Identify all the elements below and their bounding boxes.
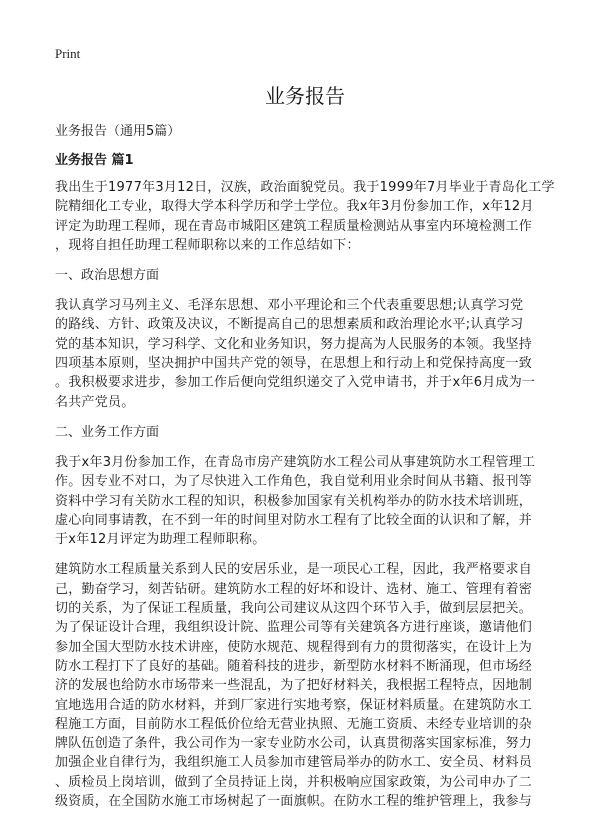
paragraph-quality: [55, 560, 555, 811]
text-line: 建筑防水工程质量关系到人民的安居乐业，是一项民心工程，因此，我严格要求自: [55, 562, 533, 578]
text-line: 我出生于1977年3月12日，汉族，政治面貌党员。我于1999年7月毕业于青岛化工学: [55, 180, 555, 195]
print-link[interactable]: Print: [55, 46, 81, 61]
text-line: 党的基本知识，学习科学、文化和业务知识，努力提高为人民服务的本领。我坚持: [55, 336, 533, 352]
text-line: 程施工方面，目前防水工程低价位给无营业执照、无施工资质、未经专业培训的杂: [55, 716, 533, 732]
text-line: 、质检员上岗培训，做到了全员持证上岗，并积极响应国家政策，为公司申办了二: [55, 774, 533, 790]
text-line: 防水工程打下了良好的基础。随着科技的进步，新型防水材料不断涌现，但市场经: [55, 658, 533, 674]
text-line: 于x年12月评定为助理工程师职称。: [55, 532, 266, 548]
text-line: 牌队伍创造了条件，我公司作为一家专业防水公司，认真贯彻落实国家标准，努力: [55, 736, 533, 752]
text-line: 四项基本原则，坚决拥护中国共产党的领导，在思想上和行动上和党保持高度一致: [55, 356, 533, 372]
text-line: 为了保证设计合理，我组织设计院、监理公司等有关建筑各方进行座谈，邀请他们: [55, 620, 533, 636]
paragraph-work-start: [55, 453, 555, 549]
text-line: 院精细化工专业，取得大学本科学历和学士学位。我x年3月份参加工作，x年12月: [55, 199, 534, 215]
text-line: 虚心向同事请教，在不到一年的时间里对防水工程有了比较全面的认识和了解，并: [55, 512, 533, 528]
article-heading: 业务报告 篇1: [55, 153, 134, 168]
text-line: 级资质，在全国防水施工市场树起了一面旗帜。在防水工程的维护管理上，我参与: [55, 794, 533, 810]
text-line: 的路线、方针、政策及决议，不断提高自己的思想素质和政治理论水平;认真学习: [55, 317, 524, 333]
text-line: 己，勤奋学习，刻苦钻研。建筑防水工程的好坏和设计、选材、施工、管理有着密: [55, 581, 533, 597]
paragraph-political: [55, 296, 555, 412]
section-heading-work: 二、业务工作方面: [55, 424, 160, 440]
text-line: ，现将自担任助理工程师职称以来的工作总结如下：: [55, 237, 360, 253]
paragraph-intro: [55, 178, 555, 255]
text-line: 切的关系，为了保证工程质量，我向公司建议从这四个环节入手，做到层层把关。: [55, 601, 533, 617]
text-line: 。我积极要求进步，参加工作后便向党组织递交了入党申请书，并于x年6月成为一: [55, 375, 536, 391]
text-line: 名共产党员。: [55, 394, 135, 410]
text-line: 济的发展也给防水市场带来一些混乱，为了把好材料关，我根据工程特点，因地制: [55, 678, 533, 694]
document-body: [55, 178, 555, 822]
text-line: 宜地选用合适的防水材料，并到厂家进行实地考察，保证材料质量。在建筑防水工: [55, 697, 533, 713]
text-line: 我认真学习马列主义、毛泽东思想、邓小平理论和三个代表重要思想;认真学习党: [55, 298, 524, 314]
text-line: 评定为助理工程师，现在青岛市城阳区建筑工程质量检测站从事室内环境检测工作: [55, 218, 533, 234]
document-title: 业务报告: [265, 84, 345, 108]
text-line: 作。因专业不对口，为了尽快进入工作角色，我自觉利用业余时间从书籍、报刊等: [55, 474, 533, 490]
document-subtitle: 业务报告（通用5篇）: [55, 124, 181, 139]
text-line: 参加全国大型防水技术讲座，使防水规范、规程得到有力的贯彻落实，在设计上为: [55, 639, 533, 655]
text-line: 加强企业自律行为，我组织施工人员参加市建管局举办的防水工、安全员、材料员: [55, 755, 533, 771]
section-heading-political: 一、政治思想方面: [55, 268, 160, 284]
text-line: 资料中学习有关防水工程的知识，积极参加国家有关机构举办的防水技术培训班，: [55, 493, 533, 509]
text-line: 我于x年3月份参加工作，在青岛市房产建筑防水工程公司从事建筑防水工程管理工: [55, 454, 536, 470]
